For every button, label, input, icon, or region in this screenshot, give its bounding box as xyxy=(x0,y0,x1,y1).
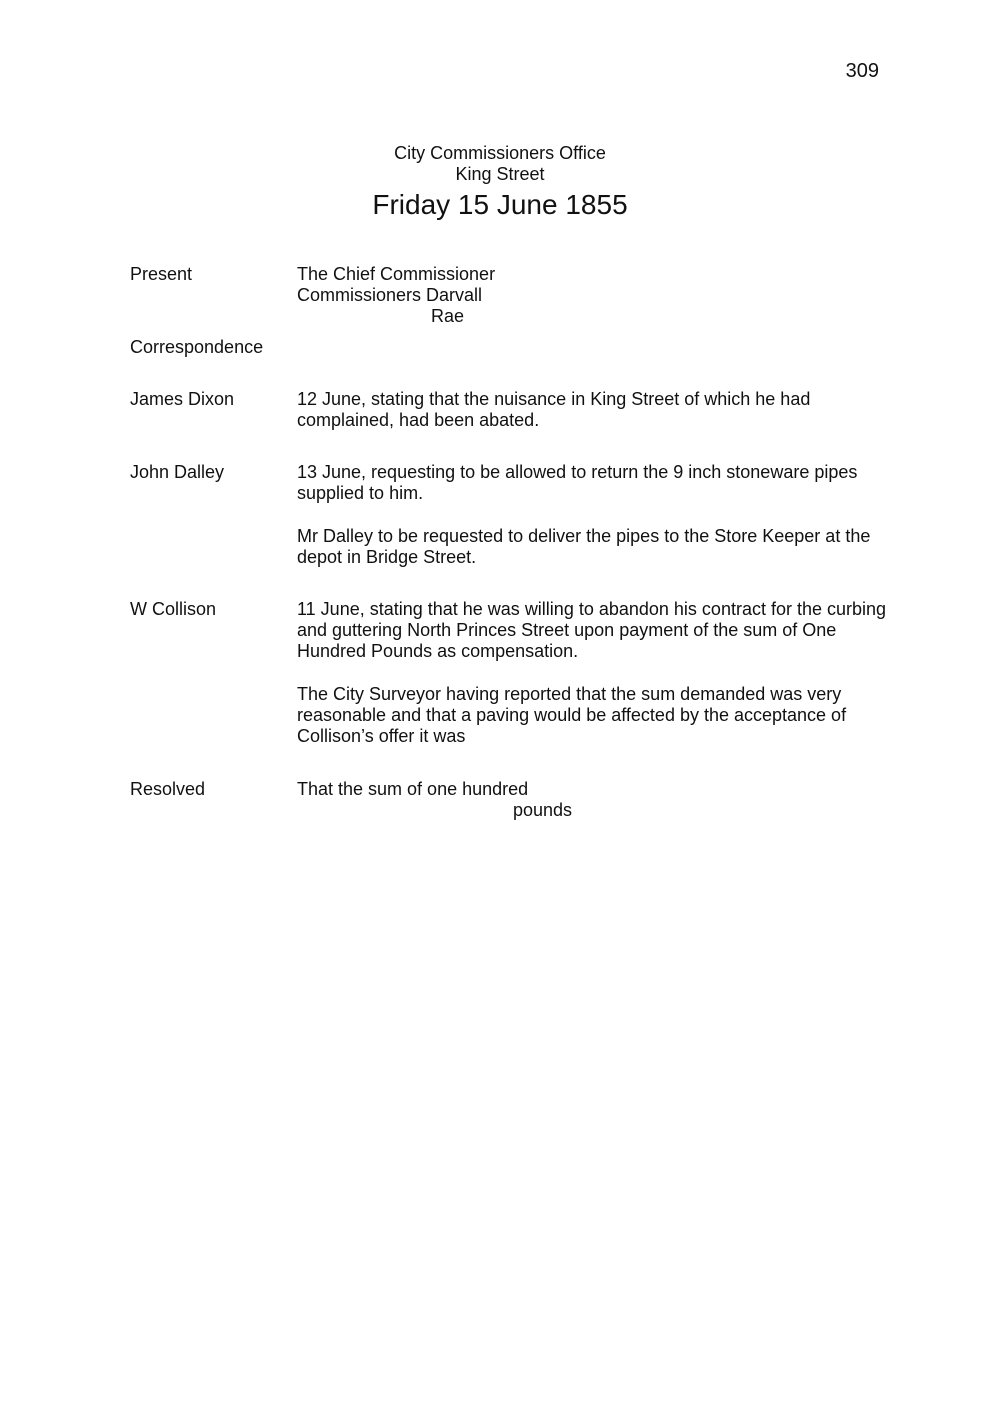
entry-paragraph: The City Surveyor having reported that the sum demanded was very reasonable and that a paving would be affected by the acceptance of Collison’s offer it was xyxy=(297,684,847,746)
present-line-3: Rae xyxy=(431,306,465,326)
present-list xyxy=(297,264,910,327)
office-name: City Commissioners Office xyxy=(394,143,606,163)
entry-label: James Dixon xyxy=(130,389,235,409)
street-name: King Street xyxy=(455,164,545,184)
document-header xyxy=(0,143,1000,221)
entry-paragraph: Mr Dalley to be requested to deliver the pipes to the Store Keeper at the depot in Bridge Street. xyxy=(297,526,871,567)
present-line-1: The Chief Commissioner xyxy=(297,264,496,284)
entry-paragraph: 13 June, requesting to be allowed to return the 9 inch stoneware pipes supplied to him. xyxy=(297,462,858,503)
present-line-2: Commissioners Darvall xyxy=(297,285,483,305)
correspondence-label: Correspondence xyxy=(130,337,264,357)
entry-label: W Collison xyxy=(130,599,217,619)
entry-body xyxy=(297,462,910,568)
resolved-body xyxy=(297,779,910,821)
entry-label: John Dalley xyxy=(130,462,225,482)
resolved-line-1: That the sum of one hundred xyxy=(297,779,529,799)
entry-paragraph: 12 June, stating that the nuisance in King Street of which he had complained, had been abated. xyxy=(297,389,811,430)
entry-paragraph: 11 June, stating that he was willing to abandon his contract for the curbing and guttering North Princes Street upon payment of the sum of One Hundred Pounds as compensation. xyxy=(297,599,887,661)
page-number: 309 xyxy=(845,60,879,82)
resolved-label: Resolved xyxy=(130,779,206,799)
entry-body xyxy=(297,389,910,431)
meeting-date: Friday 15 June 1855 xyxy=(372,189,628,220)
entry-body xyxy=(297,599,910,747)
present-label: Present xyxy=(130,264,193,284)
resolved-line-2: pounds xyxy=(513,800,573,820)
